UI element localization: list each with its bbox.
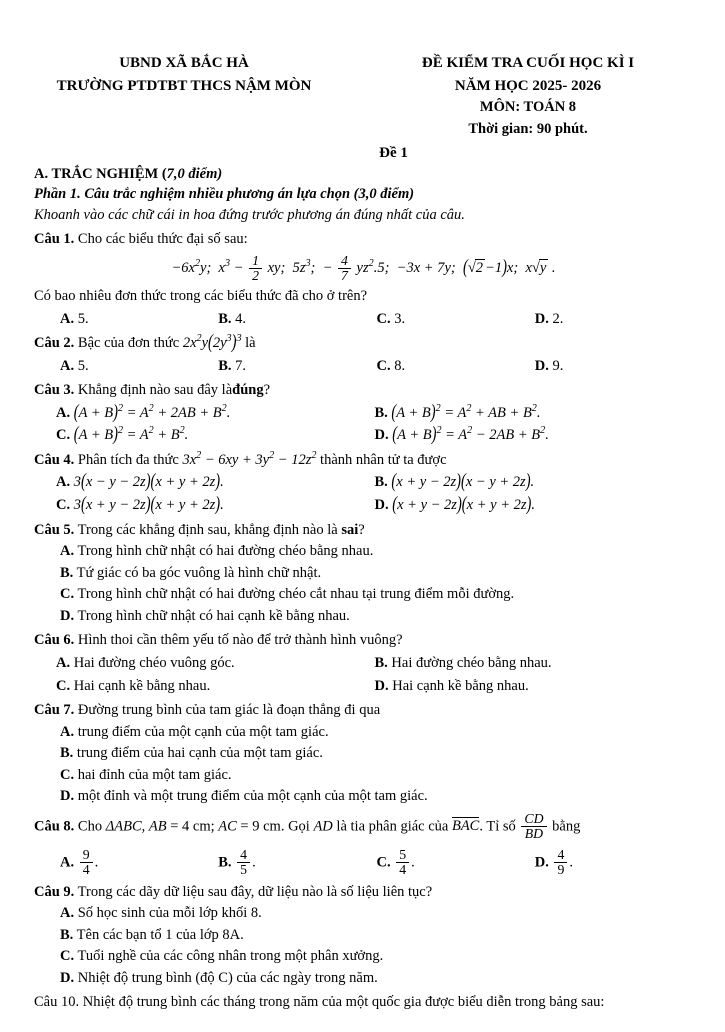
- question-4-option-c[interactable]: C. 3(x + y − 2z)(x + y + 2z).: [56, 493, 224, 516]
- question-1-option-b[interactable]: B. 4.: [218, 310, 247, 327]
- question-2-stem-pre: Bậc của đơn thức: [77, 335, 180, 352]
- question-3-stem-post: ?: [263, 382, 271, 399]
- question-9-label: Câu 9.: [34, 883, 75, 900]
- question-9-option-c[interactable]: C. Tuổi nghề của các công nhân trong một phân xưởng.: [60, 948, 384, 965]
- question-1-stem: Cho các biểu thức đại số sau:: [77, 231, 248, 248]
- question-6-option-b[interactable]: B. Hai đường chéo bằng nhau.: [374, 654, 552, 671]
- question-7-option-b[interactable]: B. trung điểm của hai cạnh của một tam giác.: [60, 745, 323, 762]
- question-1-option-a[interactable]: A. 5.: [60, 310, 89, 327]
- header-duration: Thời gian: 90 phút.: [468, 120, 588, 137]
- question-4-option-b[interactable]: B. (x + y − 2z)(x − y + 2z).: [374, 471, 535, 493]
- question-7-option-c[interactable]: C. hai đỉnh của một tam giác.: [60, 766, 232, 783]
- question-5: [34, 521, 693, 627]
- question-9-option-a[interactable]: A. Số học sinh của mỗi lớp khối 8.: [60, 905, 262, 922]
- ratio-cd-bd: $\frac{CD}{BD}$: [521, 812, 546, 842]
- question-3: [34, 381, 693, 446]
- question-1-option-c[interactable]: C. 3.: [376, 310, 406, 327]
- question-6-label: Câu 6.: [34, 632, 75, 649]
- question-4-stem-post: thành nhân tử ta được: [320, 451, 447, 468]
- header-school-line: TRƯỜNG PTDTBT THCS NẬM MÒN: [56, 77, 312, 94]
- question-1-followup: Có bao nhiêu đơn thức trong các biểu thức đã cho ở trên?: [34, 287, 368, 304]
- question-3-stem-pre: Khẳng định nào sau đây là: [77, 382, 233, 399]
- question-4-option-a[interactable]: A. 3(x − y − 2z)(x + y + 2z).: [56, 471, 224, 493]
- question-9: [34, 883, 693, 989]
- question-9-option-b[interactable]: B. Tên các bạn tổ 1 của lớp 8A.: [60, 926, 244, 943]
- question-5-stem-bold: sai: [341, 521, 359, 538]
- question-3-option-b[interactable]: B. $(A + B)^2 = A^2$ + AB + $B^2$.: [374, 401, 541, 424]
- question-5-option-d[interactable]: D. Trong hình chữ nhật có hai cạnh kề bằng nhau.: [60, 607, 350, 624]
- section-a-label: A. TRẮC NGHIỆM (: [34, 165, 167, 182]
- part-1-title: Phần 1. Câu trắc nghiệm nhiều phương án lựa chọn (3,0 điểm): [34, 186, 415, 203]
- question-2-option-d[interactable]: D. 9.: [534, 357, 564, 374]
- question-6-option-d[interactable]: D. Hai cạnh kề bằng nhau.: [374, 677, 529, 694]
- question-2-label: Câu 2.: [34, 335, 75, 352]
- question-3-option-d[interactable]: D. $(A + B)^2 = A^2 - 2AB + B^2$.: [374, 424, 549, 446]
- question-4-option-d[interactable]: D. (x + y − 2z)(x + y + 2z).: [374, 493, 535, 516]
- question-3-options-row-2: [34, 426, 693, 446]
- question-8-option-b[interactable]: B. $\frac{4}{5}$ .: [218, 846, 256, 878]
- question-8-label: Câu 8.: [34, 818, 75, 835]
- question-2-stem-post: là: [245, 335, 256, 352]
- question-8-option-a[interactable]: A. $\frac{9}{4}$ .: [60, 846, 99, 878]
- question-4-options-row-2: [34, 493, 693, 516]
- question-2-option-b[interactable]: B. 7.: [218, 357, 247, 374]
- question-5-label: Câu 5.: [34, 521, 75, 538]
- question-1-options: [34, 310, 693, 330]
- question-2-option-a[interactable]: A. 5.: [60, 357, 89, 374]
- question-4-label: Câu 4.: [34, 451, 75, 468]
- question-6-option-c[interactable]: C. Hai cạnh kề bằng nhau.: [56, 677, 211, 694]
- question-5-option-a[interactable]: A. Trong hình chữ nhật có hai đường chéo bằng nhau.: [60, 543, 374, 560]
- question-7-label: Câu 7.: [34, 702, 75, 719]
- question-3-options-row-1: [34, 401, 693, 424]
- section-a-score: 7,0 điểm): [166, 165, 223, 182]
- question-3-stem-bold: đúng: [232, 382, 264, 399]
- header-exam-title: ĐỀ KIỂM TRA CUỐI HỌC KÌ I: [421, 55, 635, 71]
- document-header: [34, 52, 693, 141]
- question-4: [34, 451, 693, 516]
- question-6: [34, 631, 693, 696]
- question-10: [34, 993, 693, 1013]
- question-4-options-row-1: [34, 473, 693, 493]
- question-6-options-row-2: [34, 677, 693, 697]
- question-9-stem: Trong các dãy dữ liệu sau đây, dữ liệu nào là số liệu liên tục?: [77, 883, 433, 900]
- question-2-expression: $2x^2y(2y^3)^3$: [182, 331, 242, 354]
- question-6-option-a[interactable]: A. Hai đường chéo vuông góc.: [56, 654, 235, 671]
- part-1-instruction: Khoanh vào các chữ cái in hoa đứng trước phương án đúng nhất của câu.: [34, 206, 465, 223]
- question-7-stem: Đường trung bình của tam giác là đoạn thẳng đi qua: [77, 702, 381, 719]
- exam-code: Đề 1: [379, 144, 408, 161]
- question-1: [34, 230, 693, 329]
- question-10-label: Câu 10.: [34, 993, 80, 1010]
- question-5-option-c[interactable]: C. Trong hình chữ nhật có hai đường chéo cắt nhau tại trung điểm mỗi đường.: [60, 586, 515, 603]
- question-8-stem-1: Cho: [77, 818, 103, 835]
- header-subject: MÔN: TOÁN 8: [479, 99, 577, 115]
- question-9-option-d[interactable]: D. Nhiệt độ trung bình (độ C) của các ngày trong năm.: [60, 970, 378, 986]
- question-8-option-d[interactable]: D. $\frac{4}{9}$ .: [534, 846, 573, 878]
- section-a-title: [34, 165, 693, 185]
- question-8: Câu 8. Cho ΔABC, AB = 4 cm; AC = 9 cm. Gọi AD là tia phân giác của BAC. Tỉ số $\frac{CD}{BD}$ bằng A. $\frac{9}{4}$ . B. $\frac{4}{5}$ . C. $\frac{5}{4}$ . D. $\frac{4}{9}$ .: [34, 812, 693, 878]
- angle-bac: BAC: [451, 818, 480, 835]
- question-7-option-d[interactable]: D. một đỉnh và một trung điểm của một cạnh của một tam giác.: [60, 788, 428, 805]
- question-3-label: Câu 3.: [34, 382, 75, 399]
- question-3-option-c[interactable]: C. $(A + B)^2 = A^2 + B^2$.: [56, 424, 189, 446]
- question-8-option-c[interactable]: C. $\frac{5}{4}$ .: [376, 846, 415, 878]
- question-7: [34, 701, 693, 807]
- question-4-stem-pre: Phân tích đa thức: [77, 451, 179, 468]
- question-5-stem-pre: Trong các khẳng định sau, khẳng định nào là: [77, 521, 338, 538]
- question-7-option-a[interactable]: A. trung điểm của một cạnh của một tam giác.: [60, 723, 329, 740]
- question-2-options: [34, 357, 693, 377]
- question-5-option-b[interactable]: B. Tứ giác có ba góc vuông là hình chữ nhật.: [60, 564, 322, 581]
- question-1-expression: $-6x^2y$; $x^3$ − $\frac{1}{2}$ xy; $5z^3$; − $\frac{4}{7}$ $yz^2.5$; −3x + 7y; (√2 −1)x; x√y .: [171, 253, 556, 284]
- question-1-label: Câu 1.: [34, 231, 75, 248]
- question-2-option-c[interactable]: C. 8.: [376, 357, 406, 374]
- question-6-stem: Hình thoi cần thêm yếu tố nào để trở thành hình vuông?: [77, 632, 403, 649]
- question-5-stem-post: ?: [358, 521, 365, 538]
- header-authority-line: UBND XÃ BẮC HÀ: [119, 55, 249, 71]
- question-6-options-row-1: [34, 654, 693, 674]
- question-2: [34, 331, 693, 376]
- header-exam-block: [363, 52, 693, 141]
- header-school-block: [34, 52, 334, 97]
- question-8-options: [34, 848, 693, 878]
- question-10-stem: Nhiệt độ trung bình các tháng trong năm của một quốc gia được biểu diễn trong bảng sau:: [82, 993, 605, 1010]
- question-3-option-a[interactable]: A. $(A + B)^2 = A^2 + 2AB + B^2$.: [56, 401, 231, 424]
- header-school-year: NĂM HỌC 2025- 2026: [454, 77, 602, 94]
- question-4-expression: $3x^2 - 6xy + 3y^2 - 12z^2$: [182, 450, 317, 468]
- question-1-option-d[interactable]: D. 2.: [534, 310, 564, 327]
